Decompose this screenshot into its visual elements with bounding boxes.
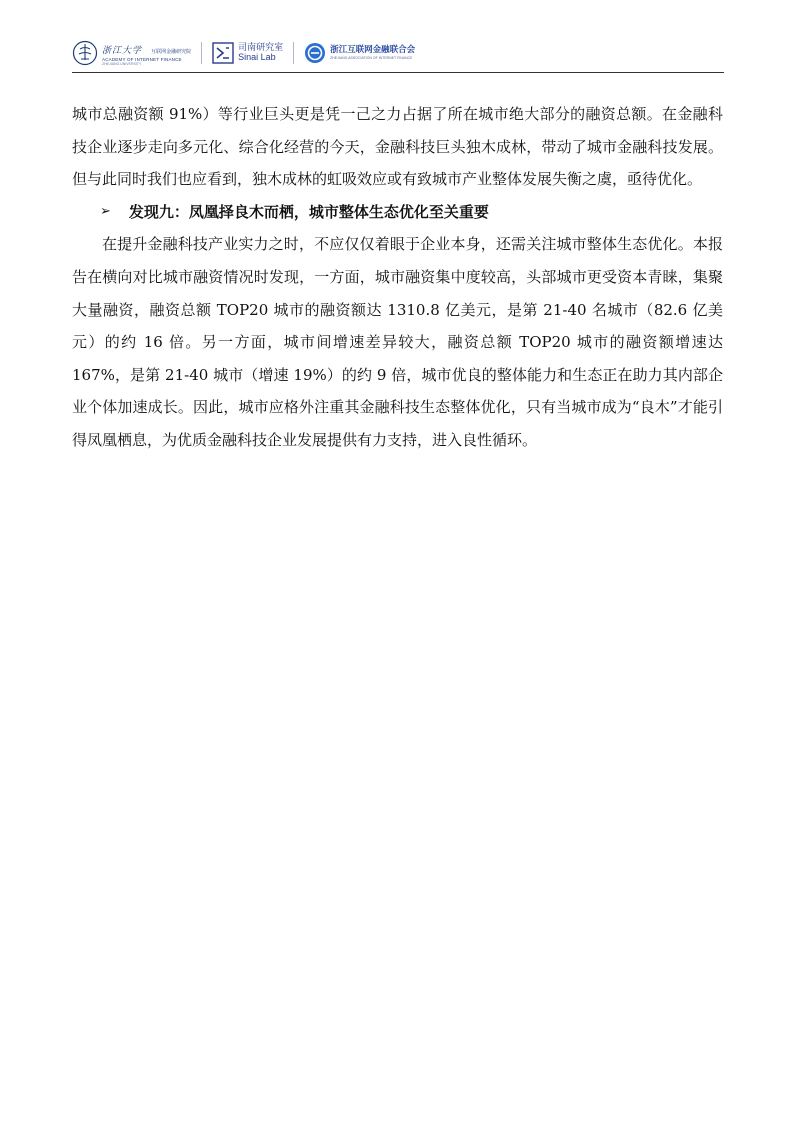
zju-logo <box>72 40 191 67</box>
zaif-name-en: ZHEJIANG ASSOCIATION OF INTERNET FINANCE <box>330 55 413 60</box>
sinai-name-en: Sinai Lab <box>238 52 276 62</box>
paragraph-finding-nine: 在提升金融科技产业实力之时，不应仅仅着眼于企业本身，还需关注城市整体生态优化。本报告在横向对比城市融资情况时发现，一方面，城市融资集中度较高，头部城市更受资本青睐，集聚大量融资，融资总额 TOP20 城市的融资额达 1310.8 亿美元，是第 21-40 名城市（82.6 亿美元）的约 16 倍。另一方面，城市间增速差异较大，融资总额 TOP20 城市的融资额增速达 167%，是第 21-40 城市（增速 19%）的约 9 倍，城市优良的整体能力和生态正在助力其内部企业个体加速成长。因此，城市应格外注重其金融科技生态整体优化，只有当城市成为“良木”才能引得凤凰栖息，为优质金融科技企业发展提供有力支持，进入良性循环。 <box>72 235 723 449</box>
zju-emblem-icon <box>72 40 98 66</box>
zju-name: 浙江大学 <box>102 45 143 56</box>
zju-subtitle: ZHEJIANG UNIVERSITY <box>102 62 142 66</box>
sinai-logo <box>212 42 283 64</box>
page-body <box>72 98 723 457</box>
paragraph-continuation: 城市总融资额 91%）等行业巨头更是凭一己之力占据了所在城市绝大部分的融资总额。在金融科技企业逐步走向多元化、综合化经营的今天，金融科技巨头独木成林，带动了城市金融科技发展。但与此同时我们也应看到，独木成林的虹吸效应或有致城市产业整体发展失衡之虞，亟待优化。 <box>72 105 723 189</box>
sinai-name-cn: 司南研究室 <box>238 42 284 53</box>
zju-english: ACADEMY OF INTERNET FINANCE <box>102 56 182 62</box>
arrow-bullet-icon: ➢ <box>100 203 111 219</box>
header-divider <box>293 42 294 64</box>
header-rule <box>72 72 724 73</box>
zaif-emblem-icon <box>304 42 326 64</box>
sinai-lab-icon <box>212 42 234 64</box>
finding-title: 发现九：凤凰择良木而栖，城市整体生态优化至关重要 <box>128 202 489 221</box>
header-divider <box>201 42 202 64</box>
finding-heading <box>72 196 723 229</box>
zaif-name-cn: 浙江互联网金融联合会 <box>330 44 416 55</box>
page-header <box>72 36 724 70</box>
zju-institute: 互联网金融研究院 <box>151 48 192 55</box>
zaif-logo <box>304 42 415 64</box>
